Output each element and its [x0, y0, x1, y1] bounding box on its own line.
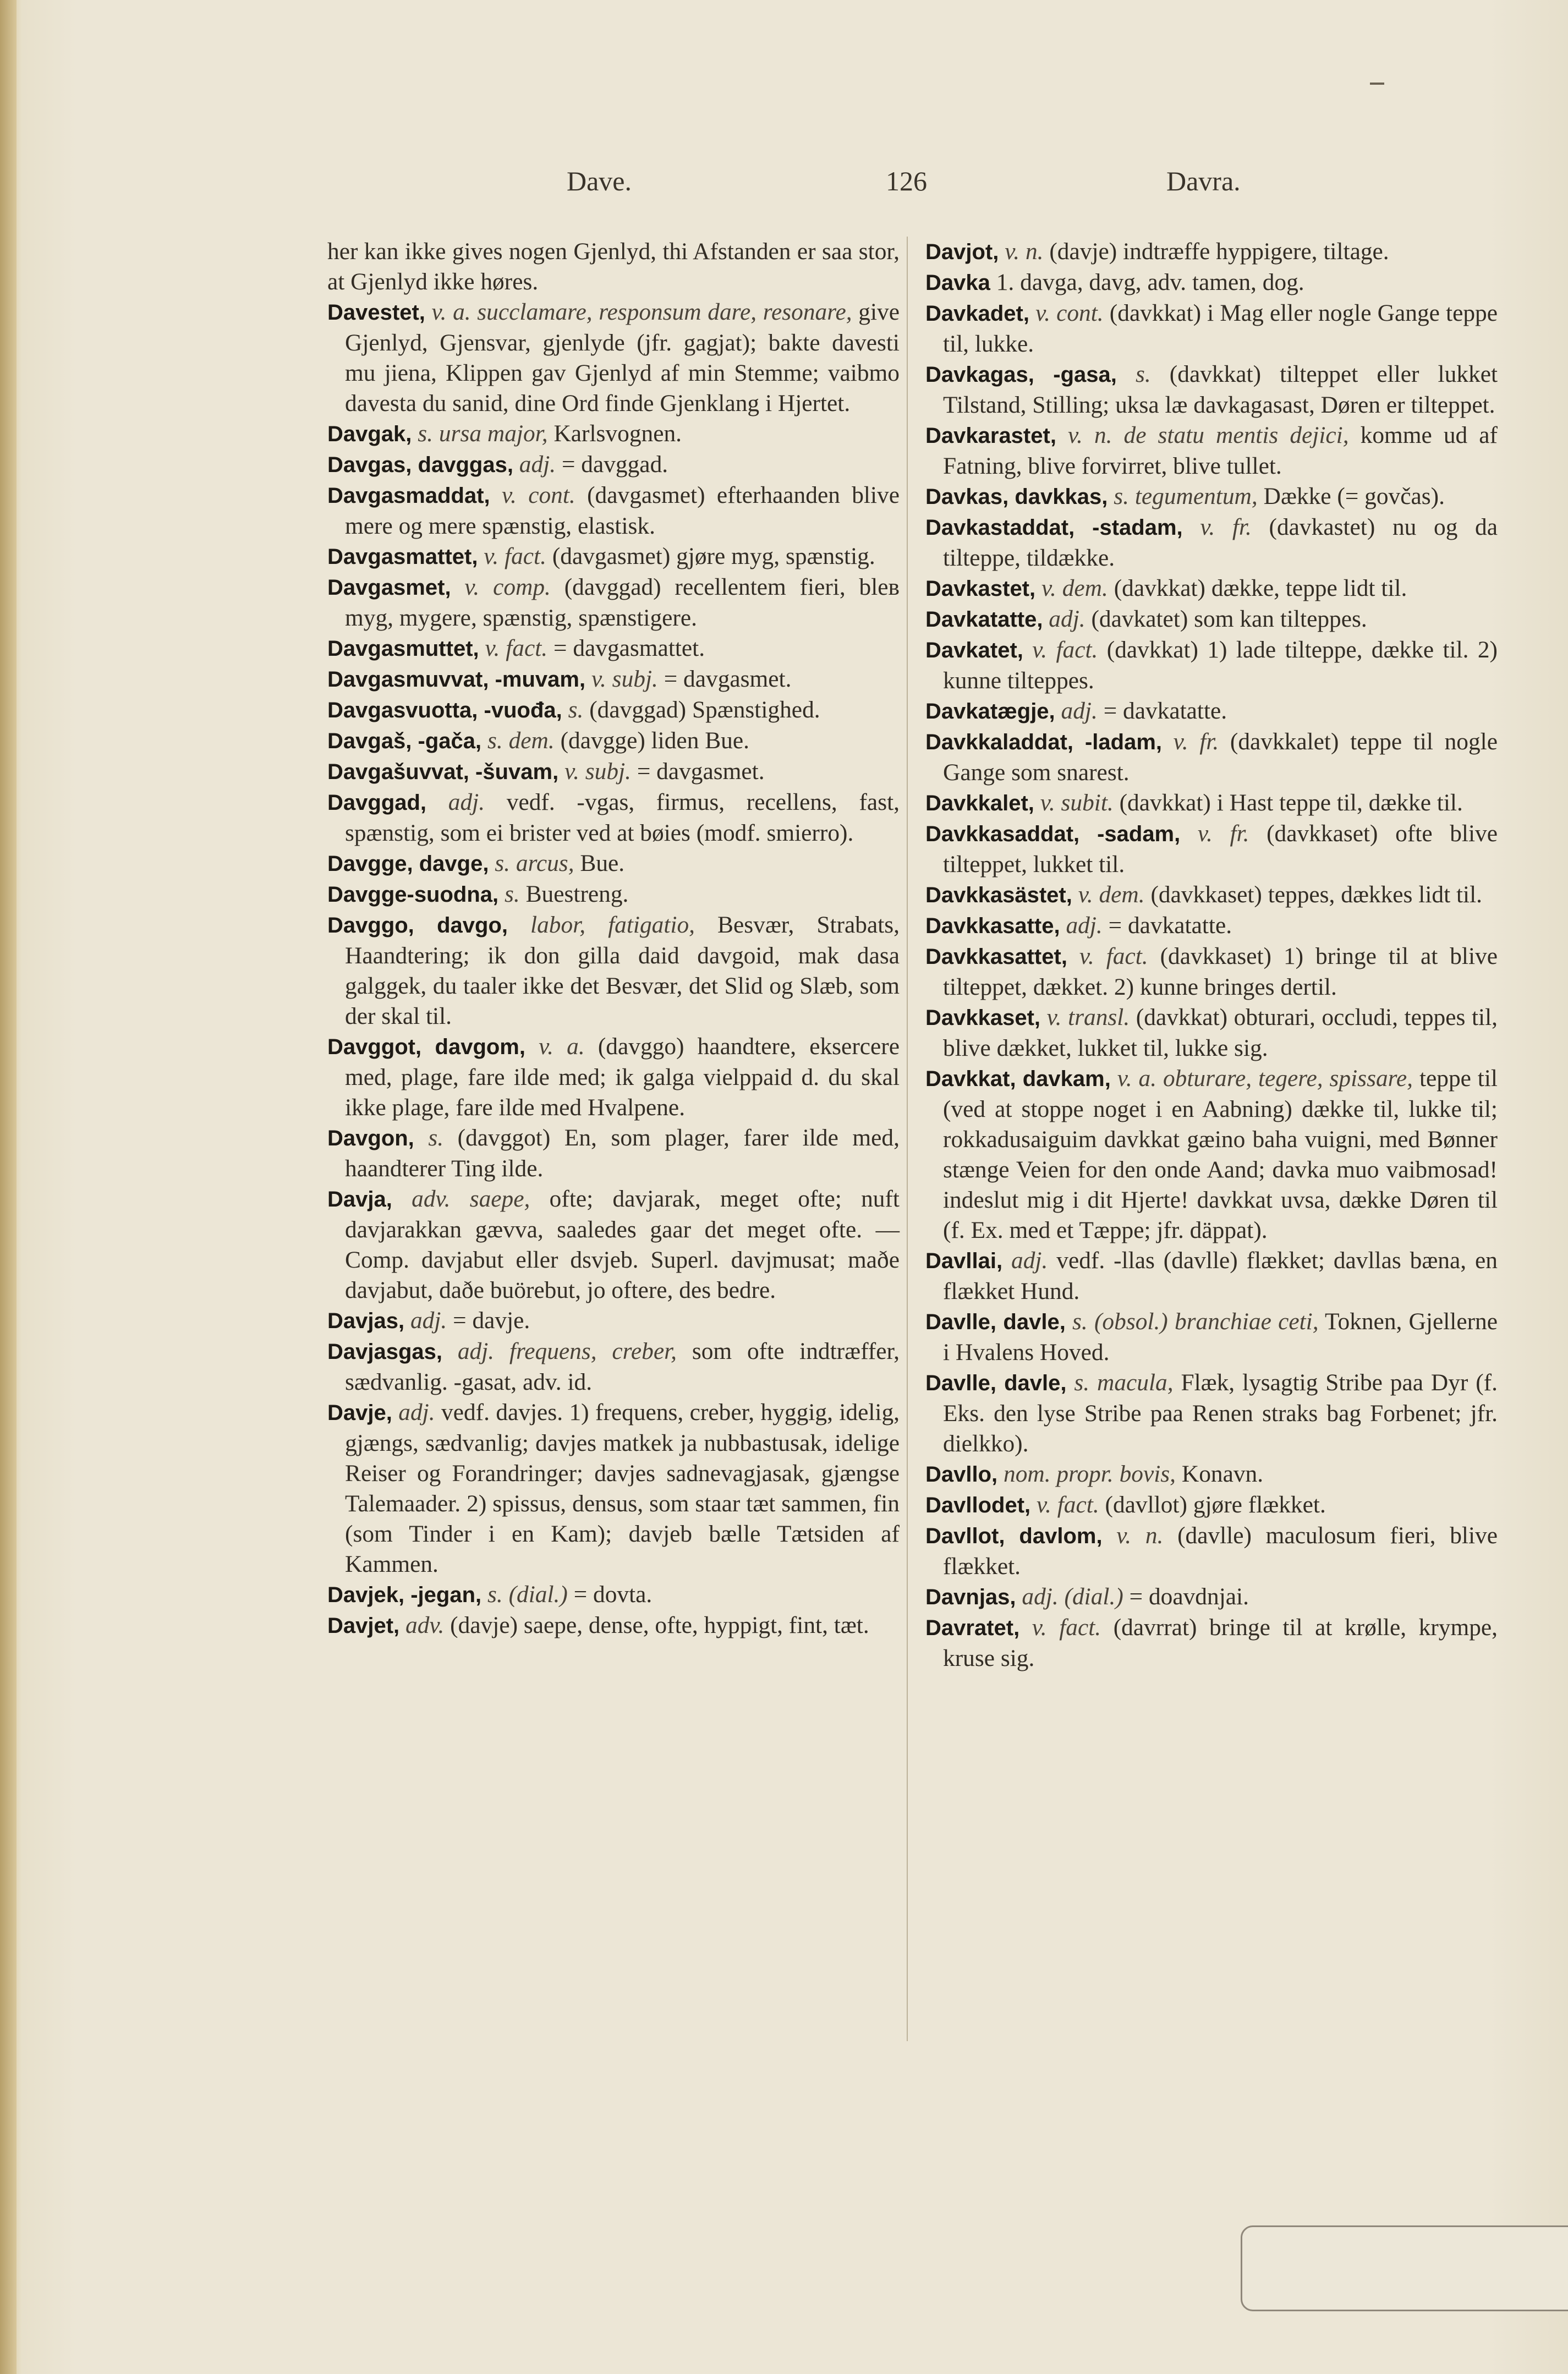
entry-headword: Davkadet, — [925, 301, 1029, 326]
entry-definition: (davkkaset) 1) bringe til at blive tilteppet, dækket. 2) kunne bringes dertil. — [943, 943, 1498, 1000]
entry-headword: Davjasgas, — [327, 1340, 443, 1364]
entry-grammar: v. fact. — [485, 635, 548, 661]
entry-grammar: v. cont. — [502, 482, 575, 508]
entry-definition: = davje. — [453, 1307, 530, 1334]
dictionary-entry — [327, 1580, 900, 1610]
dictionary-entry — [925, 481, 1498, 512]
entry-headword: Davgasmattet, — [327, 545, 478, 569]
entry-headword: Davggo, davgo, — [327, 913, 508, 937]
dictionary-entry — [327, 237, 900, 297]
entry-headword: Davgon, — [327, 1126, 414, 1150]
dictionary-entry — [925, 880, 1498, 911]
dictionary-entry — [925, 1582, 1498, 1613]
entry-definition: (davkkat) i Hast teppe til, dække til. — [1119, 789, 1463, 816]
dictionary-entry — [327, 1184, 900, 1306]
entry-grammar: v. a. — [539, 1033, 585, 1060]
dictionary-entry — [925, 1521, 1498, 1582]
entry-grammar: v. fact. — [1032, 637, 1098, 663]
entry-definition: (davgge) liden Bue. — [560, 727, 749, 754]
entry-headword: Davnjas, — [925, 1585, 1016, 1609]
entry-grammar: adj. — [1049, 606, 1085, 632]
entry-headword: Davkarastet, — [925, 424, 1056, 448]
entry-headword: Davllai, — [925, 1249, 1003, 1273]
entry-headword: Davlle, davle, — [925, 1310, 1066, 1334]
dictionary-entry — [925, 911, 1498, 941]
entry-grammar: s. (obsol.) branchiae ceti, — [1072, 1308, 1319, 1335]
entry-headword: Davgasvuotta, -vuođa, — [327, 698, 562, 722]
entry-headword: Davllo, — [925, 1462, 998, 1487]
entry-headword: Davggad, — [327, 791, 427, 815]
entry-headword: Davkkasästet, — [925, 883, 1072, 907]
entry-headword: Davkkasatte, — [925, 914, 1060, 938]
dictionary-entry — [925, 696, 1498, 727]
entry-grammar: v. n. — [1116, 1522, 1164, 1549]
entry-grammar: v. cont. — [1035, 300, 1104, 326]
entry-grammar: v. fr. — [1197, 820, 1249, 847]
dictionary-entry — [925, 359, 1498, 420]
dictionary-entry — [925, 512, 1498, 573]
entry-grammar: s. macula, — [1074, 1369, 1174, 1396]
entry-grammar: labor, fatigatio, — [530, 912, 695, 938]
entry-grammar: s. dem. — [487, 727, 555, 754]
dictionary-entry — [925, 1002, 1498, 1063]
entry-definition: teppe til (ved at stoppe noget i en Aabning) dække til, lukke til; rokkadusaiguim davkkat gæino baha vuigni, med Bønner stænge Veien for den onde Aand; davka muo vaibmosad! indeslut mig i dit Hjerte! davkkat uvsa, dække Døren til (f. Ex. med et Tæppe; jfr. däppat). — [943, 1065, 1498, 1243]
right-column — [925, 237, 1498, 1674]
entry-definition: = davgasmet. — [664, 666, 792, 692]
entry-grammar: s. arcus, — [495, 850, 574, 876]
entry-definition: vedf. -vgas, firmus, recellens, fast, spænstig, som ei brister ved at bøies (modf. smierro). — [345, 789, 900, 846]
entry-definition: (davkkat) dække, teppe lidt til. — [1114, 575, 1407, 601]
entry-definition: (davllot) gjøre flækket. — [1105, 1492, 1326, 1518]
entry-headword: Davgasmet, — [327, 575, 451, 600]
entry-definition: (davgasmet) gjøre myg, spænstig. — [552, 543, 875, 569]
entry-definition: = dovta. — [573, 1581, 653, 1608]
column-divider — [907, 237, 908, 2041]
entry-headword: Davggot, davgom, — [327, 1035, 525, 1059]
entry-definition: (davgasmet) efterhaanden blive mere og mere spænstig, elastisk. — [345, 482, 900, 539]
entry-definition: (davggad) recellentem fieri, bleв myg, mygere, spænstig, spænstigere. — [345, 574, 900, 631]
pencil-mark — [1370, 83, 1384, 85]
entry-grammar: v. fact. — [484, 543, 546, 569]
entry-grammar: nom. propr. bovis, — [1004, 1461, 1176, 1487]
entry-grammar: v. a. succlamare, responsum dare, resonare, — [431, 299, 852, 325]
entry-grammar: v. dem. — [1041, 575, 1108, 601]
dictionary-entry — [327, 572, 900, 633]
entry-definition: (davkastet) nu og da tilteppe, tildække. — [943, 514, 1498, 571]
dictionary-entry — [925, 1307, 1498, 1368]
dictionary-entry — [925, 604, 1498, 635]
entry-headword: Davgaš, -gača, — [327, 729, 482, 753]
entry-grammar: v. n. de statu mentis dejici, — [1068, 422, 1349, 448]
entry-definition: (davggot) En, som plager, farer ilde med, haandterer Ting ilde. — [345, 1125, 900, 1182]
entry-definition: Bue. — [580, 850, 625, 876]
entry-grammar: v. subit. — [1040, 789, 1114, 816]
dictionary-entry — [925, 267, 1498, 298]
entry-grammar: v. fact. — [1032, 1614, 1101, 1641]
entry-definition: 1. davga, davg, adv. tamen, dog. — [996, 269, 1304, 295]
dictionary-entry — [327, 756, 900, 787]
entry-definition: = doavdnjai. — [1129, 1583, 1249, 1610]
dictionary-entry — [327, 541, 900, 572]
entry-grammar: adj. frequens, creber, — [457, 1338, 677, 1364]
entry-headword: Davkagas, -gasa, — [925, 363, 1117, 387]
page-number: 126 — [886, 166, 927, 196]
entry-definition: som ofte indtræffer, sædvanlig. -gasat, adv. id. — [345, 1338, 900, 1395]
entry-headword: Davja, — [327, 1187, 392, 1211]
entry-definition: (davje) indtræffe hyppigere, tiltage. — [1049, 238, 1389, 265]
entry-definition: (davkkat) i Mag eller nogle Gange teppe til, lukke. — [943, 300, 1498, 357]
right-guide-word: Davra. — [1166, 166, 1241, 196]
dictionary-entry — [925, 420, 1498, 481]
dictionary-entry — [327, 726, 900, 756]
entry-definition: (davkkaset) ofte blive tilteppet, lukket til. — [943, 820, 1498, 878]
entry-grammar: s. ursa major, — [418, 420, 548, 447]
dictionary-entry — [327, 1123, 900, 1184]
entry-headword: Davgasmuvvat, -muvam, — [327, 667, 586, 692]
entry-definition: vedf. -llas (davlle) flækket; davllas bæna, en flækket Hund. — [943, 1247, 1498, 1304]
entry-headword: Davkas, davkkas, — [925, 485, 1108, 509]
entry-definition: (davggad) Spænstighed. — [589, 697, 820, 723]
entry-grammar: v. comp. — [464, 574, 551, 600]
entry-headword: Davjas, — [327, 1309, 405, 1333]
entry-headword: Davgge-suodna, — [327, 882, 499, 907]
dictionary-entry — [327, 1306, 900, 1336]
entry-definition: Besvær, Strabats, Haandtering; ik don gilla daid davgoid, mak dasa galggek, du taaler ikke det Besvær, det Slid og Slæb, som der skal til. — [345, 912, 900, 1029]
entry-definition: Buestreng. — [525, 881, 629, 907]
dictionary-entry — [925, 727, 1498, 788]
entry-grammar: s. (dial.) — [487, 1581, 568, 1608]
dictionary-entry — [925, 1063, 1498, 1246]
left-column — [327, 237, 900, 1641]
entry-definition: (davrrat) bringe til at krølle, krympe, kruse sig. — [943, 1614, 1498, 1671]
entry-grammar: adv. saepe, — [412, 1186, 530, 1212]
entry-headword: Davkkalet, — [925, 791, 1034, 815]
entry-grammar: v. n. — [1005, 238, 1044, 265]
entry-grammar: v. subj. — [564, 758, 631, 785]
entry-headword: Davkkaladdat, -ladam, — [925, 730, 1162, 754]
dictionary-entry — [925, 1490, 1498, 1521]
entry-headword: Davjot, — [925, 240, 999, 264]
library-stamp — [1241, 2225, 1568, 2311]
entry-definition: Karlsvognen. — [553, 420, 682, 447]
entry-headword: Davkatægje, — [925, 699, 1055, 723]
entry-headword: Davkkat, davkam, — [925, 1067, 1111, 1091]
entry-definition: Toknen, Gjellerne i Hvalens Hoved. — [943, 1308, 1498, 1366]
dictionary-entry — [327, 910, 900, 1032]
entry-grammar: s. — [428, 1125, 444, 1151]
entry-definition: (davkatet) som kan tilteppes. — [1091, 606, 1367, 632]
entry-headword: Davkkaset, — [925, 1006, 1041, 1030]
entry-grammar: s. tegumentum, — [1114, 483, 1258, 509]
entry-grammar: adj. — [410, 1307, 447, 1334]
dictionary-entry — [327, 297, 900, 419]
dictionary-entry — [327, 787, 900, 848]
dictionary-entry — [327, 879, 900, 910]
entry-definition: = davkatatte. — [1108, 912, 1232, 939]
entry-headword: Davjek, -jegan, — [327, 1583, 482, 1607]
entry-definition: = davggad. — [561, 451, 668, 478]
entry-definition: (davkkat) obturari, occludi, teppes til, blive dækket, lukket til, lukke sig. — [943, 1004, 1498, 1061]
entry-definition: = davgasmattet. — [553, 635, 705, 661]
entry-grammar: adj. — [448, 789, 485, 815]
entry-definition: (davggo) haandtere, eksercere med, plage, fare ilde med; ik galga vielppaid d. du skal ikke plage, fare ilde med Hvalpene. — [345, 1033, 900, 1121]
dictionary-entry — [925, 237, 1498, 267]
entry-grammar: adj. (dial.) — [1022, 1583, 1123, 1610]
entry-grammar: adj. — [398, 1399, 435, 1426]
entry-definition: vedf. davjes. 1) frequens, creber, hyggig, idelig, gjængs, sædvanlig; davjes matkek ja nubbastusak, idelige Reiser og Forandringer; davjes sadnevagjasak, gjængse Talemaader. 2) spissus, densus, som staar tæt sammen, fin (som Tinder i en Kam); davjeb bælle Tætsiden af Kammen. — [345, 1399, 900, 1577]
dictionary-entry — [925, 819, 1498, 880]
entry-definition: ofte; davjarak, meget ofte; nuft davjarakkan gævva, saaledes gaar det meget ofte. — Comp. davjabut eller dsvjeb. Superl. davjmusat; maðe davjabut, daðe buörebut, jo oftere, des bedre. — [345, 1186, 900, 1303]
entry-definition: (davkkat) 1) lade tilteppe, dække til. 2) kunne tilteppes. — [943, 637, 1498, 694]
entry-grammar: s. — [568, 697, 584, 723]
dictionary-entry — [327, 848, 900, 879]
page-header — [330, 165, 1370, 209]
dictionary-entry — [327, 419, 900, 449]
entry-headword: Davgasmuttet, — [327, 637, 479, 661]
dictionary-entry — [925, 941, 1498, 1002]
entry-grammar: v. transl. — [1046, 1004, 1130, 1030]
entry-definition: (davkkalet) teppe til nogle Gange som snarest. — [943, 728, 1498, 786]
dictionary-entry — [925, 298, 1498, 359]
dictionary-entry — [327, 480, 900, 541]
entry-definition: = davkatatte. — [1103, 698, 1227, 724]
entry-grammar: v. a. obturare, tegere, spissare, — [1117, 1065, 1413, 1092]
dictionary-entry — [327, 449, 900, 480]
entry-grammar: adj. — [519, 451, 556, 478]
dictionary-entry — [925, 1459, 1498, 1490]
entry-grammar: v. fact. — [1037, 1492, 1099, 1518]
entry-headword: Davjet, — [327, 1614, 400, 1638]
entry-grammar: s. — [505, 881, 520, 907]
entry-grammar: adv. — [405, 1612, 445, 1638]
dictionary-entry — [327, 664, 900, 695]
dictionary-entry — [327, 1610, 900, 1641]
entry-headword: Davkastet, — [925, 577, 1036, 601]
entry-definition: Konavn. — [1181, 1461, 1264, 1487]
entry-definition: (davje) saepe, dense, ofte, hyppigt, fint, tæt. — [450, 1612, 869, 1638]
entry-headword: Davgasmaddat, — [327, 484, 490, 508]
dictionary-entry — [327, 633, 900, 664]
entry-definition: komme ud af Fatning, blive forvirret, blive tullet. — [943, 422, 1498, 479]
entry-headword: Davlle, davle, — [925, 1371, 1067, 1395]
entry-headword: Davkastaddat, -stadam, — [925, 516, 1183, 540]
entry-headword: Davkatatte, — [925, 607, 1043, 632]
dictionary-entry — [327, 1336, 900, 1397]
entry-headword: Davgašuvvat, -šuvam, — [327, 760, 559, 784]
dictionary-entry — [925, 1613, 1498, 1674]
dictionary-entry — [327, 1397, 900, 1580]
entry-grammar: adj. — [1011, 1247, 1048, 1274]
entry-headword: Davgak, — [327, 422, 412, 446]
entry-definition: give Gjenlyd, Gjensvar, gjenlyde (jfr. gagjat); bakte davesti mu jiena, Klippen gav Gjenlyd af min Stemme; vaibmo davesta du sanid, dine Ord finde Gjenklang i Hjertet. — [345, 299, 900, 416]
entry-grammar: v. subj. — [591, 666, 658, 692]
entry-headword: Davratet, — [925, 1616, 1020, 1640]
entry-headword: Davkkasattet, — [925, 945, 1067, 969]
entry-headword: Davgas, davggas, — [327, 453, 513, 477]
entry-definition: (davkkat) tilteppet eller lukket Tilstand, Stilling; uksa læ davkagasast, Døren er tilteppet. — [943, 361, 1498, 418]
entry-headword: Davka — [925, 271, 990, 295]
entry-definition: Flæk, lysagtig Stribe paa Dyr (f. Eks. den lyse Stribe paa Renen straks bag Forbenet; jfr. dielkko). — [943, 1369, 1498, 1457]
book-spine — [0, 0, 17, 2374]
entry-definition: (davlle) maculosum fieri, blive flækket. — [943, 1522, 1498, 1580]
entry-headword: Davkkasaddat, -sadam, — [925, 822, 1181, 846]
entry-grammar: v. fact. — [1079, 943, 1148, 969]
dictionary-entry — [925, 788, 1498, 819]
entry-grammar: v. fr. — [1200, 514, 1252, 540]
entry-headword: Davllodet, — [925, 1493, 1031, 1517]
entry-grammar: v. fr. — [1173, 728, 1219, 755]
entry-definition: Dække (= govčas). — [1263, 483, 1445, 509]
entry-headword: Davllot, davlom, — [925, 1524, 1103, 1548]
entry-grammar: adj. — [1066, 912, 1103, 939]
entry-grammar: adj. — [1061, 698, 1098, 724]
entry-grammar: s. — [1135, 361, 1151, 387]
entry-definition: = davgasmet. — [637, 758, 765, 785]
dictionary-entry — [327, 1032, 900, 1123]
left-guide-word: Dave. — [567, 166, 632, 196]
entry-headword: Davgge, davge, — [327, 852, 489, 876]
dictionary-entry — [925, 573, 1498, 604]
entry-definition: her kan ikke gives nogen Gjenlyd, thi Afstanden er saa stor, at Gjenlyd ikke høres. — [327, 238, 900, 295]
entry-headword: Davkatet, — [925, 638, 1023, 662]
entry-grammar: v. dem. — [1078, 881, 1145, 908]
dictionary-entry — [925, 1246, 1498, 1307]
entry-definition: (davkkaset) teppes, dækkes lidt til. — [1150, 881, 1482, 908]
dictionary-entry — [925, 1368, 1498, 1459]
entry-headword: Davestet, — [327, 300, 425, 325]
entry-headword: Davje, — [327, 1401, 392, 1425]
dictionary-entry — [925, 635, 1498, 696]
dictionary-entry — [327, 695, 900, 726]
